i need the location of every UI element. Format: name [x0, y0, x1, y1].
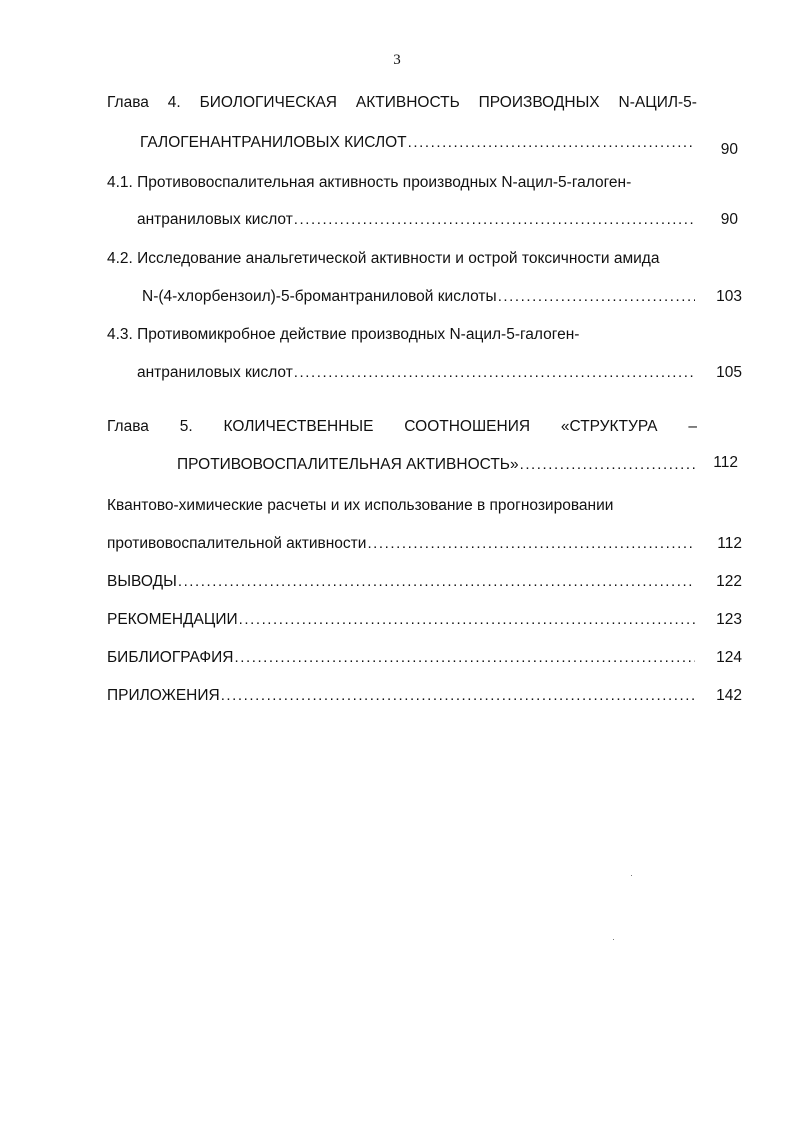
- toc-chapter4-heading: [107, 93, 697, 113]
- dot-leader: [520, 455, 695, 475]
- toc-section-4-1-title: 4.1. Противовоспалительная активность производных N-ацил-5-галоген-: [107, 174, 632, 191]
- toc-section-4-2-page: 103: [716, 288, 742, 305]
- toc-appendices-label: ПРИЛОЖЕНИЯ: [107, 687, 220, 704]
- word: Глава: [107, 418, 149, 435]
- word: Глава: [107, 94, 149, 111]
- scan-speck: [613, 939, 614, 940]
- toc-recommendations-page: 123: [716, 611, 742, 628]
- dot-leader: [178, 572, 695, 592]
- toc-section-4-1-entry[interactable]: [137, 210, 697, 230]
- toc-chapter5-entry[interactable]: [177, 455, 697, 475]
- word: ПРОИЗВОДНЫХ: [478, 94, 600, 111]
- toc-section-4-2-entry[interactable]: [142, 287, 697, 307]
- toc-section-4-3-entry[interactable]: [137, 363, 697, 383]
- word: АКТИВНОСТЬ: [355, 94, 460, 111]
- word: КОЛИЧЕСТВЕННЫЕ: [223, 418, 374, 435]
- toc-section-4-2-title-cont: N-(4-хлорбензоил)-5-бромантраниловой кислоты: [142, 288, 497, 305]
- dot-leader: [235, 648, 696, 668]
- toc-recommendations-label: РЕКОМЕНДАЦИИ: [107, 611, 238, 628]
- word: N-АЦИЛ-5-: [618, 94, 697, 111]
- toc-chapter4-entry[interactable]: [140, 133, 697, 153]
- toc-section-4-1-title-cont: антраниловых кислот: [137, 211, 293, 228]
- scan-speck: [631, 875, 632, 876]
- word: БИОЛОГИЧЕСКАЯ: [199, 94, 337, 111]
- word: 5.: [179, 418, 193, 435]
- toc-conclusions-entry[interactable]: [107, 572, 697, 592]
- toc-section-4-3-title-cont: антраниловых кислот: [137, 364, 293, 381]
- toc-recommendations-entry[interactable]: [107, 610, 697, 630]
- word: СООТНОШЕНИЯ: [404, 418, 531, 435]
- toc-section-4-3-page: 105: [716, 364, 742, 381]
- dot-leader: [498, 287, 695, 307]
- toc-chapter5-heading: [107, 417, 697, 437]
- toc-quantum-title-cont: противовоспалительной активности: [107, 535, 367, 552]
- toc-section-4-3-title: 4.3. Противомикробное действие производных N-ацил-5-галоген-: [107, 326, 580, 343]
- dot-leader: [294, 363, 695, 383]
- toc-chapter4-title: ГАЛОГЕНАНТРАНИЛОВЫХ КИСЛОТ: [140, 134, 407, 151]
- toc-chapter5-title: ПРОТИВОВОСПАЛИТЕЛЬНАЯ АКТИВНОСТЬ»: [177, 456, 519, 473]
- toc-appendices-entry[interactable]: [107, 686, 697, 706]
- toc-conclusions-label: ВЫВОДЫ: [107, 573, 177, 590]
- dot-leader: [408, 133, 695, 153]
- word: –: [688, 418, 697, 435]
- toc-conclusions-page: 122: [716, 573, 742, 590]
- toc-section-4-1-page: 90: [720, 211, 738, 228]
- toc-section-4-2-title: 4.2. Исследование анальгетической активности и острой токсичности амида: [107, 250, 660, 267]
- toc-chapter5-page: 112: [713, 454, 738, 471]
- toc-bibliography-page: 124: [716, 649, 742, 666]
- toc-appendices-page: 142: [716, 687, 742, 704]
- dot-leader: [221, 686, 695, 706]
- word: «СТРУКТУРА: [560, 418, 658, 435]
- page-number: 3: [393, 52, 401, 68]
- toc-chapter4-page: 90: [720, 141, 738, 158]
- dot-leader: [294, 210, 695, 230]
- toc-quantum-title: Квантово-химические расчеты и их использование в прогнозировании: [107, 497, 614, 514]
- toc-bibliography-label: БИБЛИОГРАФИЯ: [107, 649, 234, 666]
- dot-leader: [239, 610, 695, 630]
- toc-bibliography-entry[interactable]: [107, 648, 697, 668]
- toc-quantum-page: 112: [717, 535, 742, 552]
- dot-leader: [367, 534, 695, 554]
- toc-quantum-entry[interactable]: [107, 534, 697, 554]
- word: 4.: [167, 94, 181, 111]
